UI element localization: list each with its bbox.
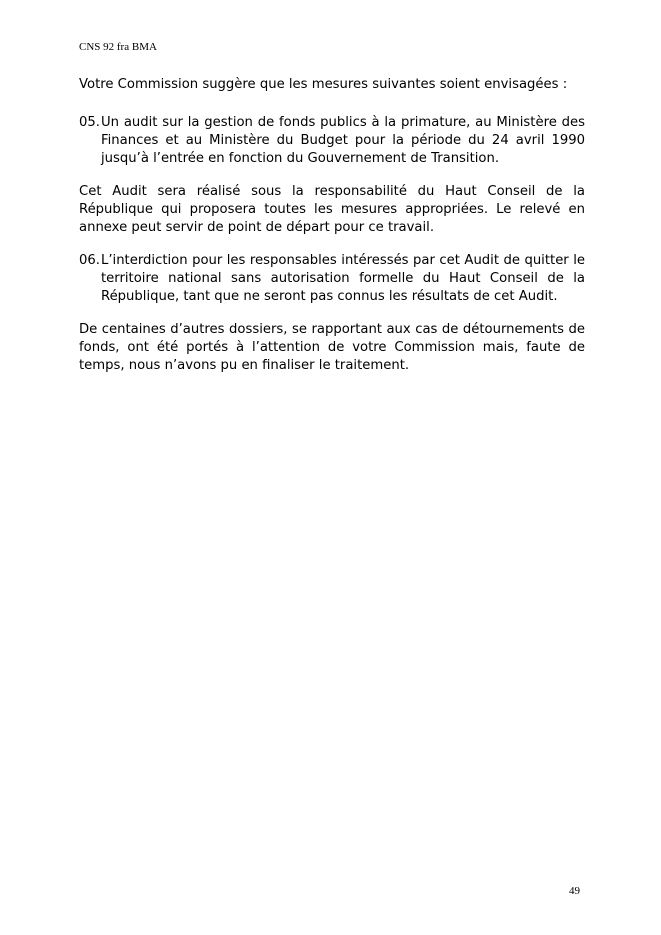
measure-text: Un audit sur la gestion de fonds publics à la primature, au Ministère des Finances et au Ministère du Budget pour la période du 24 avril 1990 jusqu’à l’entrée en fonction du Gouvernement de Transition.: [101, 115, 585, 166]
measure-item-06: [79, 252, 585, 306]
document-body: [79, 76, 585, 390]
audit-paragraph: Cet Audit sera réalisé sous la responsabilité du Haut Conseil de la République qui proposera toutes les mesures appropriées. Le relevé en annexe peut servir de point de départ pour ce travail.: [79, 184, 585, 235]
intro-paragraph: Votre Commission suggère que les mesures suivantes soient envisagées :: [79, 77, 568, 92]
measure-text: L’interdiction pour les responsables intéressés par cet Audit de quitter le territoire national sans autorisation formelle du Haut Conseil de la République, tant que ne seront pas connus les résultats de cet Audit.: [101, 253, 585, 304]
measure-item-05: [79, 114, 585, 168]
measure-number: 06.: [79, 253, 100, 268]
closing-paragraph: De centaines d’autres dossiers, se rapportant aux cas de détournements de fonds, ont été portés à l’attention de votre Commission mais, faute de temps, nous n’avons pu en finaliser le traitement.: [79, 322, 585, 373]
measure-number: 05.: [79, 115, 100, 130]
page-number: 49: [569, 885, 580, 897]
document-reference: CNS 92 fra BMA: [79, 41, 157, 53]
